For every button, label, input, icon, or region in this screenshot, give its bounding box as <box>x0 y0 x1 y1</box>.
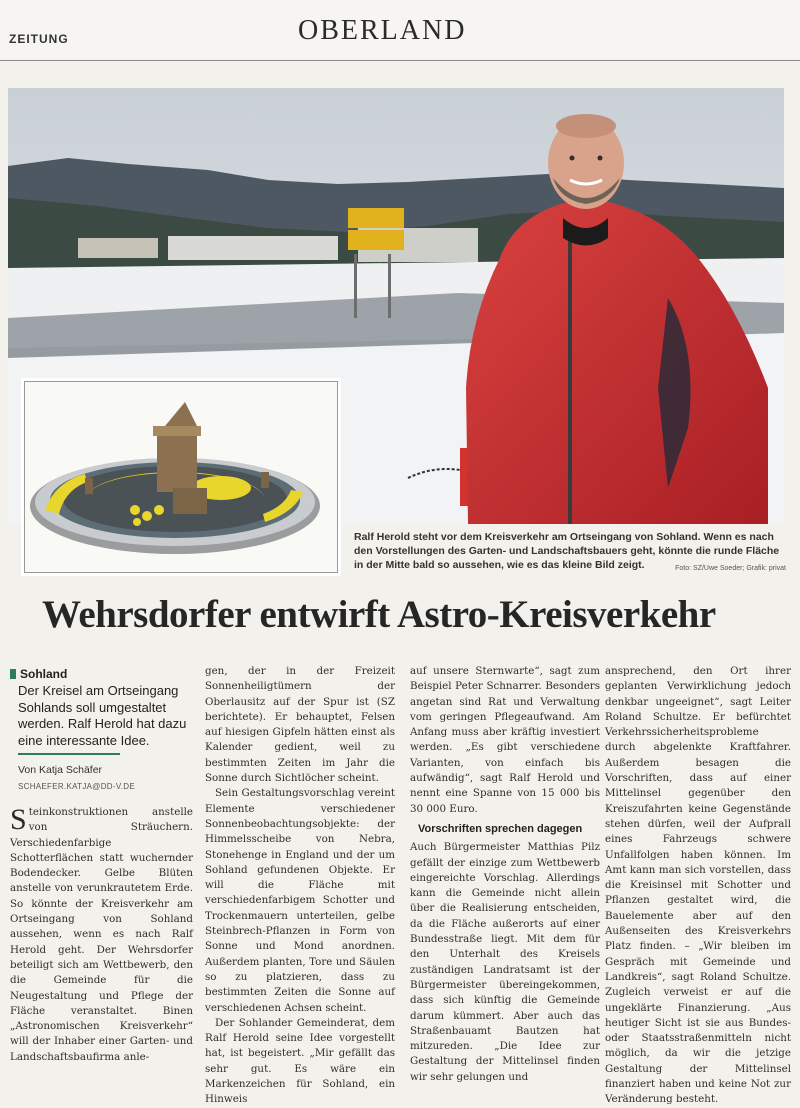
location-label: Sohland <box>20 667 68 681</box>
subheading: Vorschriften sprechen dagegen <box>418 822 583 835</box>
photo-caption <box>354 530 786 576</box>
location-tag <box>10 667 67 681</box>
header-divider <box>0 60 800 61</box>
drop-cap: S <box>10 803 27 836</box>
article-column-2 <box>205 664 395 1108</box>
paragraph: Der Sohlander Gemeinderat, dem Ralf Herold seine Idee vorgestellt hat, ist begeistert. „Mir gefällt das sehr gut. Es wäre ein Markenzeichen für Sohland, ein Hinweis <box>205 1016 395 1106</box>
section-title: OBERLAND <box>298 15 467 46</box>
design-sketch-inset <box>24 381 338 573</box>
author-email: SCHAEFER.KATJA@DD-V.DE <box>18 782 135 791</box>
paragraph: Sein Gestaltungsvorschlag vereint Elemente verschiedener Sonnenbeobachtungsobjekte: der Himmelsscheibe von Nebra, Stonehenge in England und der um Sohland gefundenen Objekte. Er will die Fläche mit verschiedenfarbigem Schotter und Trockenmauern unterteilen, gelbe Steinbrech-Pflanzen in Form von Sonne und Mond anordnen. Außerdem planten, Tore und Säulen so zu platzieren, dass zu bestimmten Zeiten die Sonne auf verschiedenen Achsen scheint. <box>205 787 395 1014</box>
paragraph: teinkonstruktionen anstelle von Sträuchern. Verschiedenfarbige Schotterflächen statt wuchernder Bodendecker. Gelbe Blüten anstelle von verunkrautetem Erde. So könnte der Kreisverkehr am Ortseingang von Sohland aussehen, wenn es nach Ralf Herold geht. Der Wehrsdorfer beteiligt sich am Wettbewerb, den die Gemeinde für die Neugestaltung und Pflege der Fläche veranstaltet. Binen „Astronomischen Kreisverkehr“ will der Inhaber einer Garten- und Landschaftsbaufirma anle- <box>10 806 193 1063</box>
page-header <box>0 0 800 62</box>
paragraph: auf unsere Sternwarte“, sagt zum Beispiel Peter Schnarrer. Besonders angetan sind Rat und Verwaltung vom geringen Pflegeaufwand. Am Anfang muss aber kräftig investiert werden. „Es gibt verschiedene Varianten, von einfach bis aufwändig“, sagt Ralf Herold und nennt eine Spanne von 15 000 bis 30 000 Euro. <box>410 665 600 815</box>
paragraph: gen, der in der Freizeit Sonnenheiligtümern der Oberlausitz auf der Spur ist (SZ berichtete). Er behauptet, Felsen auf hiesigen Gipfeln hätten einst als Kalender gedient, weil zu bestimmten Zeiten im Jahr die Sonne durch Sichtlöcher scheint. <box>205 665 395 785</box>
article-column-3 <box>410 664 600 1085</box>
article-teaser: Der Kreisel am Ortseingang Sohlands soll umgestaltet werden. Ralf Herold hat dazu eine interessante Idee. <box>18 683 187 748</box>
location-marker <box>10 669 16 679</box>
article-column-1 <box>10 805 193 1065</box>
teaser-divider <box>18 753 120 755</box>
paragraph: Auch Bürgermeister Matthias Pilz gefällt der einzige zum Wettbewerb eingereichte Vorschlag. Allerdings kann die Gemeinde nicht allein über die Realisierung entscheiden, da die Fläche außerorts auf einer Bundesstraße liegt. Mit dem für den Unterhalt des Kreisels zuständigen Landratsamt ist der Bürgermeister übereingekommen, dass sich künftig die Gemeinde darum kümmert. Aber auch das Straßenbauamt Bautzen hat mitzureden. „Die Idee zur Gestaltung der Mittelinsel finden wir sehr gelungen und <box>410 841 600 1083</box>
article-column-4 <box>605 664 791 1108</box>
byline: Von Katja Schäfer <box>18 764 103 776</box>
headline: Wehrsdorfer entwirft Astro-Kreisverkehr <box>42 593 716 636</box>
paragraph: ansprechend, den Ort ihrer geplanten Verwirklichung jedoch denkbar ungeeignet“, sagt Leiter Roland Schultze. Er befürchtet Verkehrssicherheitsprobleme durch abgelenkte Kraftfahrer. Außerdem besagen die Vorschriften, dass auf einer Mittelinsel gegenüber den Kreiszufahrten keine Gegenstände stehen dürfen, weil der Aufprall eines Fahrzeugs schwere Unfallfolgen haben können. Im Amt kann man sich vorstellen, dass die Kreisinsel mit Schotter und Pflanzen gestaltet wird, die Bauelemente aber auf den Außenseiten des Kreisverkehrs Platz finden. – „Wir bleiben im Gespräch mit Gemeinde und Landkreis“, sagt Roland Schultze. Zugleich verweist er auf die ungeklärte Finanzierung. „Aus heutiger Sicht ist sie aus Bundes- oder Staatsstraßenmitteln nicht möglich, da wir die jetzige Gestaltung der Mittelinsel finanziert haben und keine Not zur Veränderung besteht. <box>605 665 791 1106</box>
paper-name: ZEITUNG <box>9 32 69 46</box>
photo-credit: Foto: SZ/Uwe Soeder; Grafik: privat <box>675 565 786 572</box>
caption-text: Ralf Herold steht vor dem Kreisverkehr am Ortseingang von Sohland. Wenn es nach den Vorstellungen des Garten- und Landschaftsbauers geht, könnte die runde Fläche in der Mitte bald so aussehen, wie es das kleine Bild zeigt. <box>354 531 780 571</box>
